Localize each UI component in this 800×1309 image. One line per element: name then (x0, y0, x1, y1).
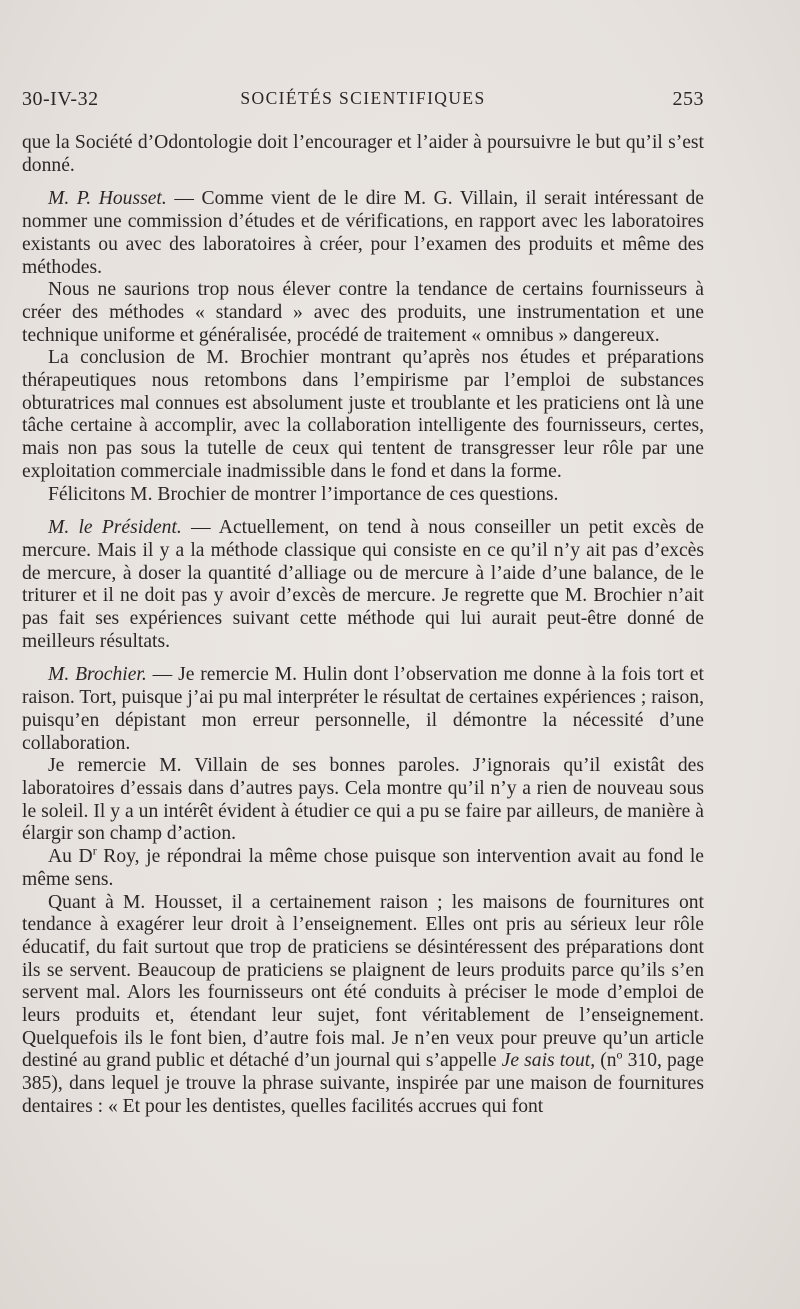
paragraph-housset (22, 188, 704, 279)
paragraph-president (22, 517, 704, 653)
paragraph (22, 892, 704, 1119)
superscript: o (616, 1047, 623, 1062)
speaker-name: M. Brochier. (48, 664, 147, 686)
paragraph-brochier (22, 664, 704, 755)
paragraph-text: — Actuellement, on tend à nous conseiller un petit excès de mercure. Mais il y a la méthode classique qui consiste en ce qu’il n’y ait pas d’excès de mercure, à doser la quantité d’alliage ou de mercure à l’aide d’une balance, de le triturer et il ne doit pas y avoir d’excès de mercure. Je regrette que M. Brochier n’ait pas fait ses expériences suivant cette méthode qui lui aurait peut-être donné de meilleurs résultats. (22, 517, 704, 652)
paragraph-continuation: que la Société d’Odontologie doit l’encourager et l’aider à poursuivre le but qu’il s’est donné. (22, 132, 704, 176)
text-run: Au D (48, 846, 93, 868)
header-title: SOCIÉTÉS SCIENTIFIQUES (240, 88, 486, 108)
paragraph: Je remercie M. Villain de ses bonnes paroles. J’ignorais qu’il existât des laboratoires d’essais dans d’autres pays. Cela montre qu’il n’y a rien de nouveau sous le soleil. Il y a un intérêt évident à étudier ce qui a pu se faire par ailleurs, de manière à élargir son champ d’action. (22, 755, 704, 845)
text-run: Quant à M. Housset, il a certainement raison ; les maisons de fournitures ont tendance à exagérer leur droit à l’enseignement. Elles ont pris au sérieux leur rôle éducatif, du fait surtout que trop de praticiens se désintéressent des préparations dont ils se servent. Beaucoup de praticiens se plaignent de leurs produits parce qu’ils s’en servent mal. Alors les fournisseurs ont été conduits à préciser le mode d’emploi de leurs produits et, étendant leur sujet, font véritablement de l’enseignement. Quelquefois ils le font bien, d’autre fois mal. Je n’en veux pour preuve qu’un article destiné au grand public et détaché d’un journal qui s’appelle (22, 891, 704, 1072)
journal-title: Je sais tout, (501, 1050, 596, 1072)
text-run: 310, page 385), dans lequel je trouve la phrase suivante, inspirée par une maison de fournitures dentaires : « Et pour les dentistes, quelles facilités accrues qui font (22, 1050, 704, 1117)
speaker-name: M. le Président. (48, 517, 182, 539)
text-run: Roy, je répondrai la même chose puisque son intervention avait au fond le même sens. (22, 846, 704, 890)
paragraph-text: — Comme vient de le dire M. G. Villain, il serait intéressant de nommer une commission d’études et de vérifications, en rapport avec les laboratoires existants ou avec des laboratoires à créer, pour l’examen des produits et même des méthodes. (22, 188, 704, 278)
page-number: 253 (672, 88, 704, 110)
paragraph-text: — Je remercie M. Hulin dont l’observation me donne à la fois tort et raison. Tort, puisque j’ai pu mal interpréter le résultat de certaines expériences ; raison, puisqu’en dépistant mon erreur personnelle, il démontre la nécessité d’une collaboration. (22, 664, 704, 754)
paragraph: Nous ne saurions trop nous élever contre la tendance de certains fournisseurs à créer des méthodes « standard » avec des produits, une instrumentation et une technique uniforme et généralisée, procédé de traitement « omnibus » dangereux. (22, 279, 704, 346)
speaker-name: M. P. Housset. (48, 188, 167, 210)
running-header (22, 84, 704, 116)
page-body (22, 132, 704, 1119)
text-run: (n (595, 1050, 617, 1072)
paragraph: La conclusion de M. Brochier montrant qu’après nos études et préparations thérapeutiques nous retombons dans l’empirisme par l’emploi de substances obturatrices mal connues est absolument juste et troublante et les praticiens ont là une tâche certaine à accomplir, avec la collaboration intelligente des fournisseurs, certes, mais non pas sous la tutelle de ceux qui tentent de transgresser leur rôle par une exploitation commerciale inadmissible dans le fond et dans la forme. (22, 347, 704, 482)
header-date: 30-IV-32 (22, 88, 99, 110)
paragraph: Félicitons M. Brochier de montrer l’importance de ces questions. (48, 483, 559, 505)
paragraph (22, 843, 704, 891)
superscript: r (92, 843, 97, 858)
